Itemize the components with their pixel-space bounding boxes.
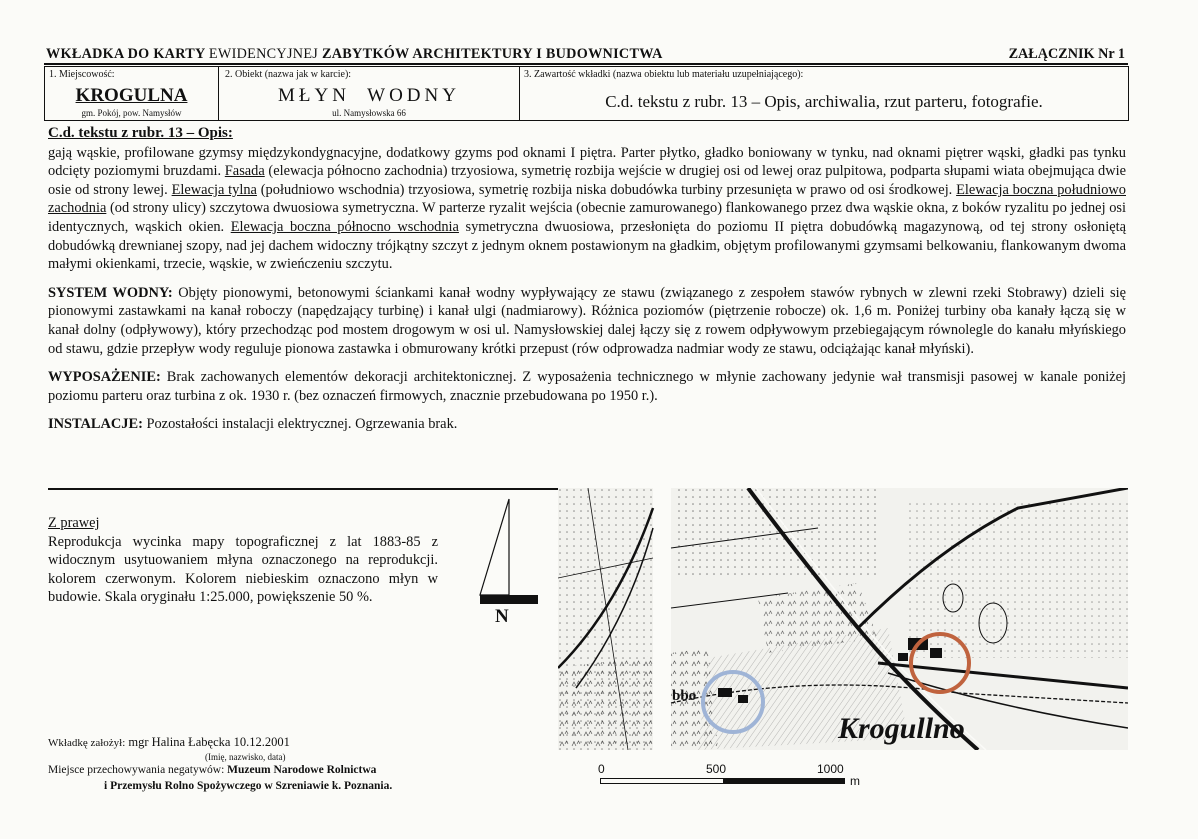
storage-value-2: i Przemysłu Rolno Spożywczego w Szreniawie k. Poznania. (104, 780, 393, 792)
author-value: mgr Halina Łabęcka 10.12.2001 (128, 735, 290, 749)
scale-label-0: 0 (598, 762, 605, 776)
term-ne-elevation: Elewacja boczna północno wschodnia (230, 218, 459, 235)
map-fragment-label: bbo (672, 688, 697, 704)
title-part-3: ZABYTKÓW ARCHITEKTURY I BUDOWNICTWA (321, 46, 663, 62)
caption-text: Reprodukcja wycinka mapy topograficznej z lat 1883-85 z widocznym usytuowaniem młyna oznaczonego na reprodukcji. kolorem czerwonym. Kolorem niebieskim oznaczono młyn w budowie. Skala oryginału 1:25.000, powiększenie 50 %. (48, 533, 438, 606)
section-heading: INSTALACJE: (48, 416, 143, 433)
description-heading: C.d. tekstu z rubr. 13 – Opis: (48, 125, 233, 141)
text-run: (od strony ulicy) szczytowa dwuosiowa symetryczna. W parterze ryzalit wejścia (obecnie zamurowanego) flankowanego przez dwa wąskie okna, z boków ryzalitu po jednej osi identycznych, wąskich okien. (48, 200, 1126, 235)
field-object (218, 66, 520, 121)
field-locality-value: KROGULNA (75, 85, 188, 106)
text-run: Brak zachowanych elementów dekoracji architektonicznej. Z wyposażenia technicznego w młynie zachowany jedynie wał transmisji pasowej w kanale poniżej poziomu parteru oraz turbina z ok. 1930 r. (bez oznaczeń firmowych, znacznie przebudowana po 1950 r.). (48, 369, 1126, 404)
topographic-map (558, 488, 1128, 750)
field-object-label: 2. Obiekt (nazwa jak w karcie): (225, 69, 352, 80)
storage-value-1: Muzeum Narodowe Rolnictwa (227, 764, 377, 776)
text-run: symetryczna dwuosiowa, przesłonięta do poziomu II piętra dobudówką magazynową, od tej strony osłoniętą dobudówką drewnianej szopy, nad jej dachem widoczny trójkątny szczyt z jednym oknem postawionym na gładkim, objętym profilowanymi gzymsami belkowaniu, flankowanym dwoma małymi okienkami, trzecie, wąskie, w zwieńczeniu szczytu. (48, 218, 1126, 273)
storage-label: Miejsce przechowywania negatywów: (48, 764, 225, 776)
author-hint: (Imię, nazwisko, data) (205, 752, 286, 762)
paragraph-facades (48, 144, 1126, 274)
title-part-2: EWIDENCYJNEJ (208, 46, 319, 62)
header-rule (44, 63, 1128, 65)
scale-unit: m (850, 774, 860, 788)
text-run: (elewacja północno zachodnia) trzyosiowa, symetrię rozbija wejście w drugiej osi od lewej oraz pulpitowa, podparta słupami wiata obejmująca dwie osie od strony lewej. (48, 163, 1126, 198)
text-run: gają wąskie, profilowane gzymsy międzykondygnacyjne, dodatkowy gzyms pod oknami I piętra. Parter płytko, gładko boniowany w tynku, nad oknami piętrer wąski, gładki pas tynku odcięty poziomymi bruzdami. (48, 144, 1126, 180)
field-locality-sub: gm. Pokój, pow. Namysłów (81, 108, 182, 118)
paragraph-installations (48, 415, 1126, 434)
map-place-label: Krogullno (838, 712, 965, 745)
document-title (46, 46, 663, 63)
scale-label-500: 500 (706, 762, 727, 776)
term-sw-elevation: Elewacja boczna południowo zachodnia (48, 181, 1126, 217)
scale-label-1000: 1000 (817, 762, 844, 776)
term-rear-elevation: Elewacja tylna (171, 181, 257, 198)
text-run: Pozostałości instalacji elektrycznej. Ogrzewania brak. (142, 416, 458, 433)
title-part-1: WKŁADKA DO KARTY (46, 46, 206, 62)
field-content-label: 3. Zawartość wkładki (nazwa obiektu lub materiału uzupełniającego): (524, 69, 804, 80)
section-heading: WYPOSAŻENIE: (48, 369, 161, 386)
text-run: Objęty pionowymi, betonowymi ściankami kanał wodny wypływający ze stawu (związanego z zespołem stawów rybnych w zlewni rzeki Stobrawy) dzieli się pionowymi zastawkami na kanał roboczy (napędzający turbinę) i kanał ulgi (nadmiarowy). Różnica poziomów (piętrzenie robocze) ok. 1,6 m. Poniżej turbiny oba kanały łączą się w kanał dolny (odpływowy), który przechodząc pod mostem drogowym w osi ul. Namysłowskiej dalej łączy się z rowem odpływowym przebiegającym równolegle do kanału młyńskiego od stawu, gdzie przepływ wody reguluje pionowa zastawka i obmurowany krótki przepust (rów odprowadza nadmiar wody ze stawu, odciążając kanał młyński). (48, 284, 1126, 357)
north-arrow-icon (470, 495, 550, 625)
field-object-sub: ul. Namysłowska 66 (332, 108, 406, 118)
map-graphic (558, 488, 1128, 750)
field-content (519, 66, 1129, 121)
annex-number: ZAŁĄCZNIK Nr 1 (1008, 46, 1125, 62)
field-object-value: MŁYN WODNY (278, 85, 460, 106)
term-fasada: Fasada (224, 163, 265, 180)
storage-line (48, 764, 376, 776)
field-locality-label: 1. Miejscowość: (49, 69, 115, 80)
paragraph-equipment (48, 368, 1126, 405)
author-line (48, 735, 290, 750)
map-caption (48, 514, 438, 607)
field-locality (44, 66, 219, 121)
field-content-value: C.d. tekstu z rubr. 13 – Opis, archiwalia, rzut parteru, fotografie. (605, 92, 1043, 111)
author-label: Wkładkę założył: (48, 737, 126, 749)
text-run: (południowo wschodnia) trzyosiowa, symetrię rozbija niska dobudówka turbiny przesunięta w prawo od osi środkowej. (256, 181, 957, 198)
north-label: N (495, 606, 509, 627)
scale-bar (600, 778, 845, 784)
section-heading: SYSTEM WODNY: (48, 284, 173, 301)
paragraph-water-system (48, 284, 1126, 358)
description-body (48, 124, 1126, 434)
caption-heading: Z prawej (48, 515, 100, 531)
